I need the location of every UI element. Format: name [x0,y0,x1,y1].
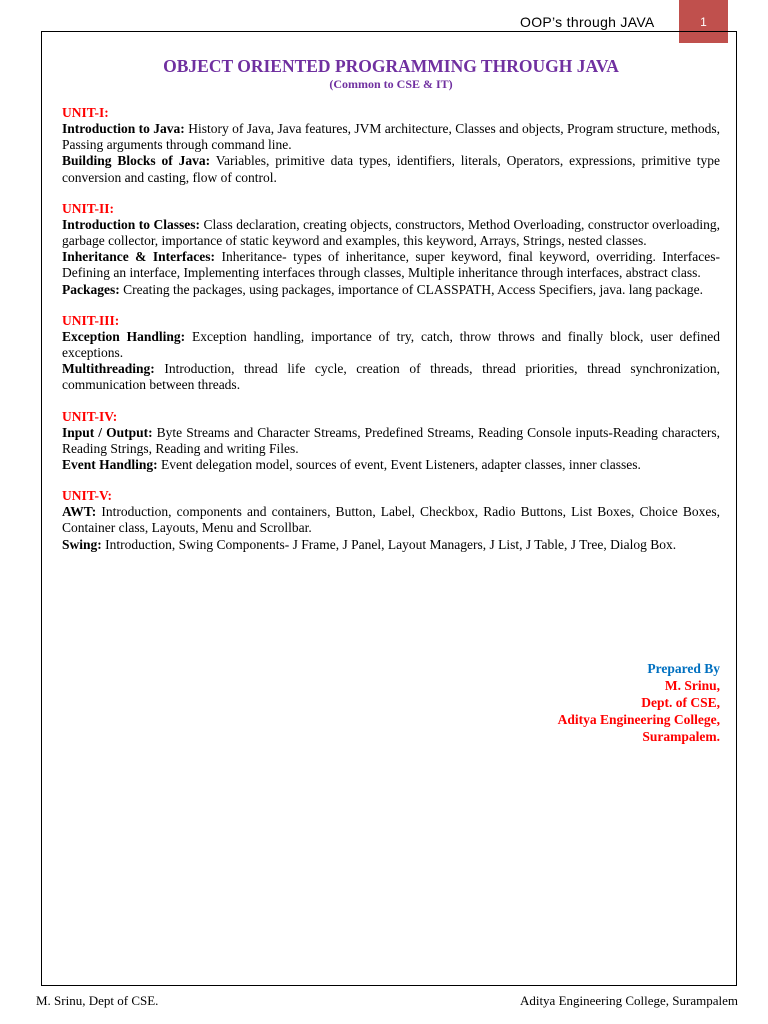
unit-heading: UNIT-IV: [62,408,118,424]
topic-text: Introduction, components and containers, Button, Label, Checkbox, Radio Buttons, List Boxes, Choice Boxes, Container class, Layouts, Menu and Scrollbar. [62,504,720,536]
topic-paragraph [62,504,720,536]
unit-heading: UNIT-I: [62,105,109,120]
topic-paragraph [62,329,720,361]
footer-left: M. Srinu, Dept of CSE. [36,993,159,1008]
topic-text: Introduction, thread life cycle, creation of threads, thread priorities, thread synchronization, communication between threads. [62,361,720,393]
topic-label: Input / Output: [62,424,153,440]
topic-paragraph [62,282,720,298]
author-college: Aditya Engineering College, [557,712,720,727]
topic-paragraph [62,121,720,153]
topic-text: Exception handling, importance of try, catch, throw throws and finally block, user defined exceptions. [62,328,721,361]
topic-label: AWT: [62,504,97,520]
unit-section [62,313,720,394]
document-title: OBJECT ORIENTED PROGRAMMING THROUGH JAVA [163,56,619,76]
running-header-title: OOP’s through JAVA [520,14,655,30]
topic-label: Multithreading: [62,361,155,377]
topic-paragraph [62,457,720,473]
topic-paragraph [62,425,720,457]
syllabus-content [62,55,720,553]
topic-paragraph [62,217,720,249]
topic-label: Inheritance & Interfaces: [62,249,216,265]
topic-label: Swing: [62,536,102,552]
topic-text: Introduction, Swing Components- J Frame, J Panel, Layout Managers, J List, J Table, J Tree, Dialog Box. [101,536,677,552]
topic-paragraph [62,537,720,553]
topic-label: Building Blocks of Java: [62,153,211,169]
topic-text: Variables, primitive data types, identifiers, literals, Operators, expressions, primitive type conversion and casting, flow of control. [62,153,720,185]
topic-text: History of Java, Java features, JVM architecture, Classes and objects, Program structure, methods, Passing arguments through command line. [62,121,720,153]
prepared-by-label: Prepared By [647,661,720,676]
author-name: M. Srinu, [664,678,720,693]
topic-paragraph [62,249,720,281]
topic-label: Introduction to Classes: [62,216,201,232]
topic-text: Class declaration, creating objects, constructors, Method Overloading, constructor overloading, garbage collector, importance of static keyword and examples, this keyword, Arrays, Strings, nested classes. [62,216,720,249]
author-department: Dept. of CSE, [641,695,720,710]
document-subtitle: (Common to CSE & IT) [329,77,453,91]
topic-label: Exception Handling: [62,328,186,344]
unit-section [62,105,720,186]
unit-heading: UNIT-III: [62,312,120,328]
unit-section [62,201,720,298]
footer-right: Aditya Engineering College, Surampalem [519,993,738,1008]
topic-paragraph [62,361,720,393]
unit-section [62,409,720,474]
unit-heading: UNIT-II: [62,200,115,216]
topic-label: Event Handling: [62,457,158,473]
topic-label: Packages: [62,281,120,297]
topic-text: Creating the packages, using packages, importance of CLASSPATH, Access Specifiers, java. lang package. [119,281,703,297]
topic-paragraph [62,153,720,185]
units-list [62,105,720,553]
topic-label: Introduction to Java: [62,121,185,136]
topic-text: Event delegation model, sources of event, Event Listeners, adapter classes, inner classes. [157,457,641,473]
unit-section [62,488,720,553]
unit-heading: UNIT-V: [62,488,113,504]
topic-text: Byte Streams and Character Streams, Predefined Streams, Reading Console inputs-Reading characters, Reading Strings, Reading and writing Files. [62,424,721,456]
author-place: Surampalem. [642,729,720,744]
topic-text: Inheritance- types of inheritance, super keyword, final keyword, overriding. Interfaces- Defining an interface, Implementing interfaces through classes, Multiple inheritance through interfaces, abstract class. [62,249,720,281]
page-number: 1 [700,14,707,29]
prepared-by-block [558,660,720,745]
